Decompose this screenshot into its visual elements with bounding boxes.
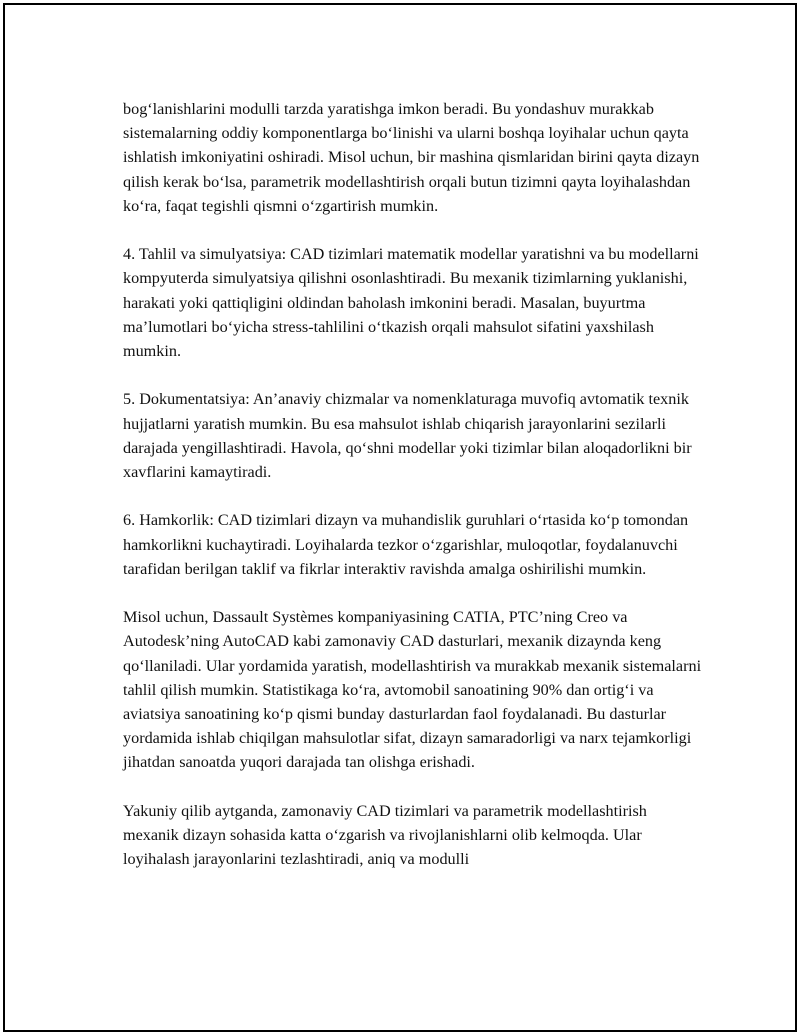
page-frame [3, 3, 797, 1032]
paragraph-collaboration: 6. Hamkorlik: CAD tizimlari dizayn va muhandislik guruhlari o‘rtasida ko‘p tomondan hamkorlikni kuchaytiradi. Loyihalarda tezkor o‘zgarishlar, muloqotlar, foydalanuvchi tarafidan berilgan taklif va fikrlar interaktiv ravishda amalga oshirilishi mumkin. [123, 511, 689, 578]
paragraph-modular-design: bog‘lanishlarini modulli tarzda yaratishga imkon beradi. Bu yondashuv murakkab sistemalarning oddiy komponentlarga bo‘linishi va ularni boshqa loyihalar uchun qayta ishlatish imkoniyatini oshiradi. Misol uchun, bir mashina qismlaridan birini qayta dizayn qilish kerak bo‘lsa, parametrik modellashtirish orqali butun tizimni qayta loyihalashdan ko‘ra, faqat tegishli qismni o‘zgartirish mumkin. [123, 100, 700, 215]
paragraph-conclusion: Yakuniy qilib aytganda, zamonaviy CAD tizimlari va parametrik modellashtirish mexanik dizayn sohasida katta o‘zgarish va rivojlanishlarni olib kelmoqda. Ular loyihalash jarayonlarini tezlashtiradi, aniq va modulli [123, 801, 647, 869]
paragraph-analysis-simulation: 4. Tahlil va simulyatsiya: CAD tizimlari matematik modellar yaratishni va bu modellarni kompyuterda simulyatsiya qilishni osonlashtiradi. Bu mexanik tizimlarning yuklanishi, harakati yoki qattiqligini oldindan baholash imkonini beradi. Masalan, buyurtma ma’lumotlari bo‘yicha stress-tahlilini o‘tkazish orqali mahsulot sifatini yaxshilash mumkin. [123, 245, 699, 361]
document-body [123, 97, 703, 871]
paragraph-cad-software-examples: Misol uchun, Dassault Systèmes kompaniyasining CATIA, PTC’ning Creo va Autodesk’ning AutoCAD kabi zamonaviy CAD dasturlari, mexanik dizaynda keng qo‘llaniladi. Ular yordamida yaratish, modellashtirish va murakkab mexanik sistemalarni tahlil qilish mumkin. Statistikaga ko‘ra, avtomobil sanoatining 90% dan ortig‘i va aviatsiya sanoatining ko‘p qismi bunday dasturlardan faol foydalanadi. Bu dasturlar yordamida ishlab chiqilgan mahsulotlar sifat, dizayn samaradorligi va narx tejamkorligi jihatdan sanoatda yuqori darajada tan olishga erishadi. [123, 608, 702, 772]
paragraph-documentation: 5. Dokumentatsiya: An’anaviy chizmalar va nomenklaturaga muvofiq avtomatik texnik hujjatlarni yaratish mumkin. Bu esa mahsulot ishlab chiqarish jarayonlarini sezilarli darajada yengillashtiradi. Havola, qo‘shni modellar yoki tizimlar bilan aloqadorlikni bir xavflarini kamaytiradi. [123, 390, 692, 482]
